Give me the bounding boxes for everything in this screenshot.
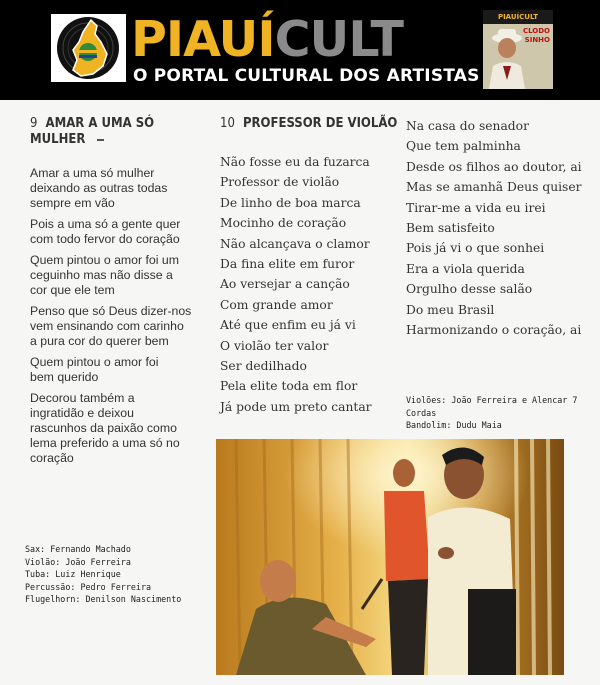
lyric-line: Desde os filhos ao doutor, ai [406, 159, 582, 174]
credit-line: Sax: Fernando Machado [25, 544, 131, 554]
lyric-line: Ao versejar a canção [220, 277, 350, 292]
credit-line: Flugelhorn: Denilson Nascimento [25, 594, 182, 605]
lyric-line: Da fina elite em furor [220, 257, 355, 272]
lyric-line: cor que ele tem [30, 283, 115, 297]
lyric-line: Não alcançava o clamor [220, 236, 370, 251]
song-9 [30, 116, 208, 472]
lyric-line: Pois já vi o que sonhei [406, 241, 545, 256]
site-logo-text[interactable] [131, 12, 403, 68]
song-9-title-line-1: AMAR A UMA SÓ [45, 116, 155, 131]
lyric-line: Ser dedilhado [220, 359, 307, 374]
lyrics-stanza [30, 253, 208, 298]
lyric-line: lema preferido a uma só no [30, 436, 180, 450]
song-10-number: 10 [220, 116, 235, 131]
lyric-line: Com grande amor [220, 297, 333, 312]
brand-part-piaui: PIAUÍ [131, 11, 275, 68]
song-9-title-line-2: MULHER [30, 132, 86, 147]
lyric-line: Pela elite toda em flor [220, 379, 358, 394]
lyric-line: ingratidão e deixou [30, 406, 134, 420]
brand-part-cult: CULT [274, 11, 403, 68]
cd-cover-thumbnail[interactable] [483, 10, 553, 89]
lyric-line: Já pode um preto cantar [220, 399, 372, 414]
band-photo [216, 439, 564, 675]
lyric-line: Bem satisfeito [406, 221, 495, 236]
lyric-line: ceguinho mas não disse a [30, 268, 173, 282]
lyrics-stanza [30, 217, 208, 247]
lyric-line: Professor de violão [220, 175, 340, 190]
booklet-page [0, 100, 600, 685]
lyric-line: com todo fervor do coração [30, 232, 180, 246]
lyric-line: Que tem palminha [406, 139, 521, 154]
song-10-lyrics-part-2 [406, 116, 596, 340]
credit-line: Violão: João Ferreira [25, 556, 131, 567]
lyric-line: Era a viola querida [406, 261, 525, 276]
lyric-line: Orgulho desse salão [406, 282, 533, 297]
lyric-line: Até que enfim eu já vi [220, 318, 356, 333]
lyric-line: Penso que só Deus dizer-nos [30, 304, 192, 318]
song-10-lyrics-part-1 [220, 152, 400, 417]
cd-cover-portrait-icon [483, 10, 553, 89]
lyric-line: Mas se amanhã Deus quiser [406, 180, 582, 195]
lyric-line: rascunhos da paixão como [30, 421, 177, 435]
heading-dash [97, 139, 104, 141]
lyric-line: Harmonizando o coração, ai [406, 323, 582, 338]
lyric-line: Pois a uma só a gente quer [30, 217, 181, 231]
song-10-title: PROFESSOR DE VIOLÃO [242, 116, 398, 131]
lyric-line: Quem pintou o amor foi [30, 355, 159, 369]
lyrics-stanza [30, 304, 208, 349]
site-tagline: O PORTAL CULTURAL DOS ARTISTAS [133, 66, 480, 86]
lyric-line: a pura cor do querer bem [30, 334, 169, 348]
song-9-lyrics [30, 166, 208, 466]
cd-cover-brand: PIAUÍCULT [483, 10, 553, 24]
lyric-line: Tirar-me a vida eu irei [406, 200, 546, 215]
credit-line: Bandolim: Dudu Maia [406, 420, 502, 431]
song-9-heading [30, 116, 208, 148]
credit-line: Percussão: Pedro Ferreira [25, 581, 152, 592]
lyrics-stanza [30, 355, 208, 385]
song-9-number: 9 [30, 116, 38, 131]
lyric-line: Mocinho de coração [220, 216, 347, 231]
lyric-line: deixando as outras todas [30, 181, 168, 195]
credit-line: Tuba: Luiz Henrique [25, 569, 121, 580]
lyric-line: coração [30, 451, 74, 465]
band-photo-image [216, 439, 564, 675]
cd-cover-title: CLODO SINHO [522, 27, 550, 44]
lyric-line: Não fosse eu da fuzarca [220, 155, 370, 169]
lyric-line: De linho de boa marca [220, 195, 361, 210]
header-banner [0, 0, 600, 100]
piaui-map-logo-icon[interactable] [51, 14, 126, 82]
lyric-line: Decorou também a [30, 391, 135, 405]
lyric-line: Do meu Brasil [406, 302, 495, 317]
credit-line: Violões: João Ferreira e Alencar 7 Cordas [406, 395, 578, 418]
lyric-line: Na casa do senador [406, 119, 529, 133]
lyric-line: sempre em vão [30, 196, 115, 210]
song-10 [220, 116, 400, 417]
lyric-line: vem ensinando com carinho [30, 319, 184, 333]
lyrics-stanza [30, 166, 208, 211]
song-10-continued [406, 116, 596, 340]
lyric-line: Amar a uma só mulher [30, 166, 155, 180]
song-9-credits [25, 543, 215, 606]
lyric-line: O violão ter valor [220, 338, 329, 353]
lyrics-stanza [30, 391, 208, 466]
song-10-heading [220, 116, 400, 132]
lyric-line: Quem pintou o amor foi um [30, 253, 179, 267]
lyric-line: bem querido [30, 370, 99, 384]
song-10-credits [406, 394, 598, 432]
